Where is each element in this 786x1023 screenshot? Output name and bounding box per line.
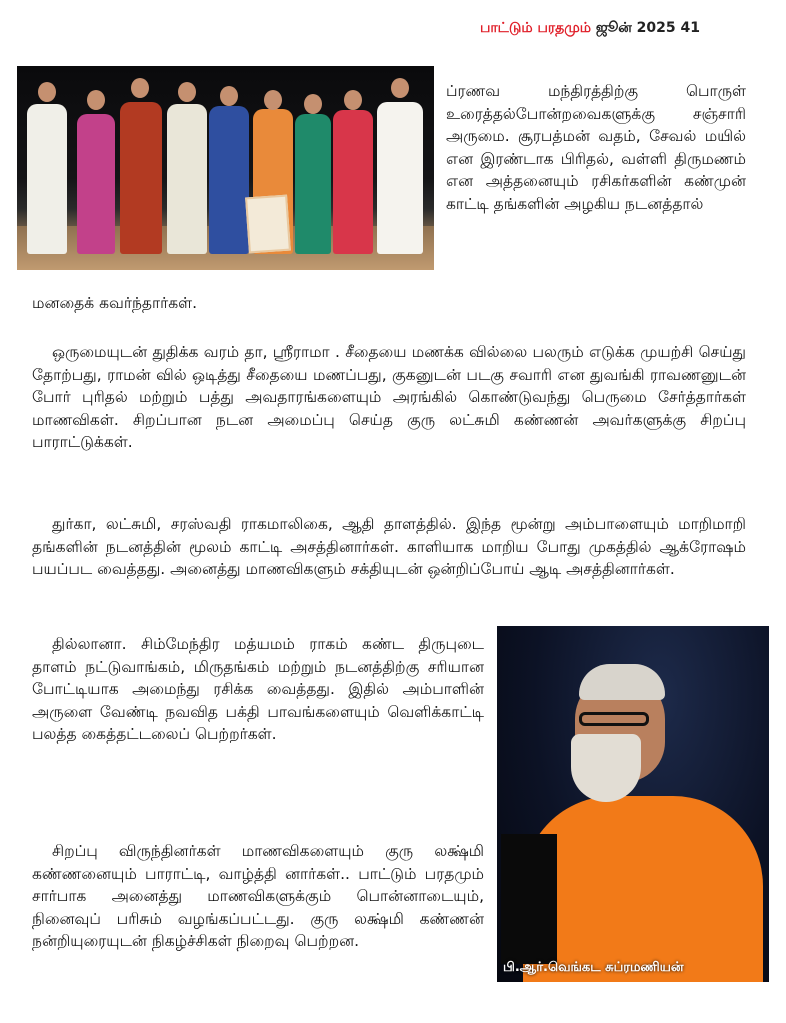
issue-month: ஜூன் (595, 20, 632, 36)
person-head (391, 78, 409, 98)
person-figure (209, 106, 249, 254)
portrait-photo (497, 626, 769, 982)
article-paragraph-3: துர்கா, லட்சுமி, சரஸ்வதி ராகமாலிகை, ஆதி தாளத்தில். இந்த மூன்று அம்பாளையும் மாறிமாறி தங்களின் நடனத்தின் மூலம் காட்டி அசத்தினார்கள். காளியாக மாறிய போது முகத்தில் ஆக்ரோஷம் பயப்பட வைத்தது. அனைத்து மாணவிகளும் சக்தியுடன் ஒன்றிப்போய் ஆடி அசத்தினார்கள். (32, 515, 746, 578)
person-figure (27, 104, 67, 254)
person-head (264, 90, 282, 110)
person-head (344, 90, 362, 110)
person-head (38, 82, 56, 102)
person-head (304, 94, 322, 114)
magazine-title: பாட்டும் பரதமும் (479, 20, 592, 36)
article-paragraph-2: ஒருமையுடன் துதிக்க வரம் தா, ஸ்ரீராமா . சீதையை மணக்க வில்லை பலரும் எடுக்க முயற்சி செய்து தோற்பது, ராமன் வில் ஒடித்து சீதையை மணப்பது, குகனுடன் படகு சவாரி என துவங்கி ராவணனுடன் போர் புரிதல் மற்றும் பத்து அவதாரங்களையும் அரங்கில் கொண்டுவந்து பெருமை சேர்த்தார்கள் மாணவிகள். சிறப்பான நடன அமைப்பு செய்த குரு லட்சுமி கண்ணன் அவர்களுக்கு சிறப்பு பாராட்டுக்கள். (32, 343, 746, 451)
article-paragraph-1: ப்ரணவ மந்திரத்திற்கு பொருள் உரைத்தல்போன்றவைகளுக்கு சஞ்சாரி அருமை. சூரபத்மன் வதம், சேவல் மயில் என இரண்டாக பிரிதல், வள்ளி திருமணம் என அத்தனையும் ரசிகர்களின் கண்முன் காட்டி தங்களின் அழகிய நடனத்தால் (446, 82, 746, 213)
microphone-stand (501, 834, 557, 964)
article-paragraph-4: தில்லானா. சிம்மேந்திர மத்யமம் ராகம் கண்ட திருபுடை தாளம் நட்டுவாங்கம், மிருதங்கம் மற்றும் நடனத்திற்கு சரியான போட்டியாக அமைந்து ரசிக்க வைத்தது. இதில் அம்பாளின் அருளை வேண்டி நவவித பக்தி பாவங்களையும் வெளிக்காட்டி பலத்த கைத்தட்டலைப் பெற்றர்கள். (32, 635, 484, 743)
page-header (480, 20, 700, 38)
person-figure (167, 104, 207, 254)
article-paragraph-1-end: மனதைக் கவர்ந்தார்கள். (32, 294, 198, 312)
person-head (220, 86, 238, 106)
person-figure (333, 110, 373, 254)
glasses (579, 712, 649, 726)
person-figure (295, 114, 331, 254)
person-head (178, 82, 196, 102)
person-figure (120, 102, 162, 254)
photo-caption: பி.ஆர்.வெங்கட சுப்ரமணியன் (503, 960, 684, 975)
beard (571, 734, 641, 802)
group-award-photo (17, 66, 434, 270)
award-certificate (245, 195, 291, 254)
person-head (87, 90, 105, 110)
article-paragraph-5: சிறப்பு விருந்தினர்கள் மாணவிகளையும் குரு லக்ஷ்மி கண்ணனையும் பாராட்டி, வாழ்த்தி னார்கள்.. பாட்டும் பரதமும் சார்பாக அனைத்து மாணவிகளுக்கும் பொன்னாடையும், நினைவுப் பரிசும் வழங்கப்பட்டது. குரு லக்ஷ்மி கண்ணன் நன்றியுரையுடன் நிகழ்ச்சிகள் நிறைவு பெற்றன. (32, 842, 484, 950)
saffron-kurta (523, 796, 763, 982)
issue-year: 2025 (636, 20, 676, 36)
person-figure (77, 114, 115, 254)
person-head (131, 78, 149, 98)
person-figure (377, 102, 423, 254)
page-number: 41 (680, 20, 700, 36)
hair (579, 664, 665, 700)
